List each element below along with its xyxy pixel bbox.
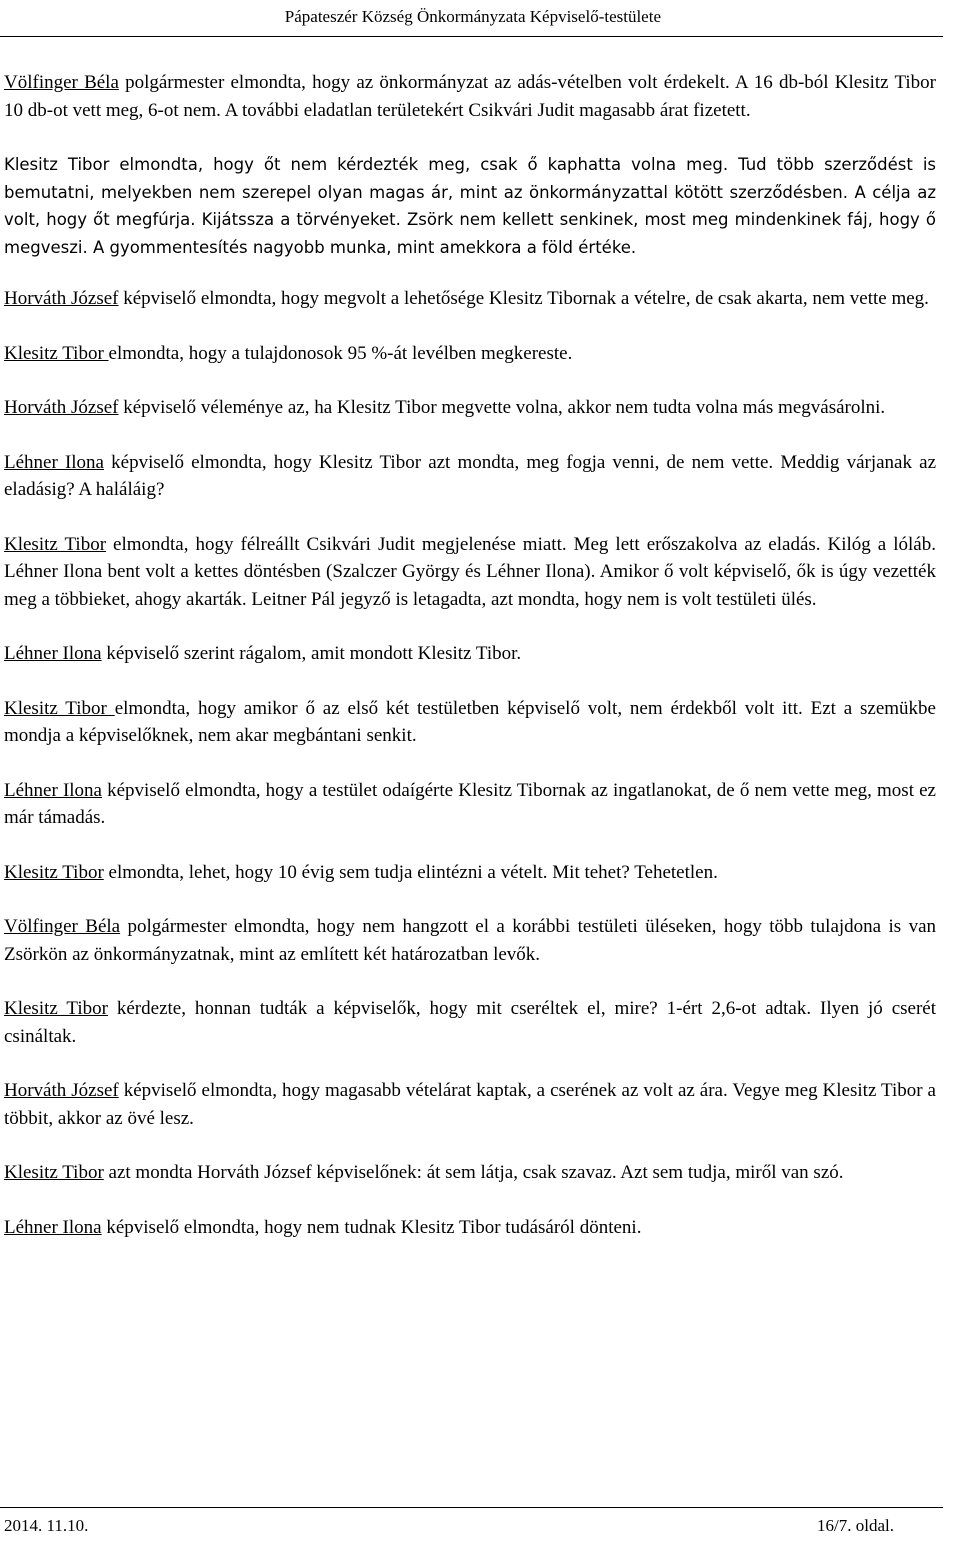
speaker-name: Klesitz Tibor xyxy=(4,1162,104,1183)
paragraph-text: képviselő szerint rágalom, amit mondott Klesitz Tibor. xyxy=(101,643,522,664)
paragraph xyxy=(4,695,936,750)
paragraph-text: polgármester elmondta, hogy nem hangzott el a korábbi testületi üléseken, hogy több tulajdona is van Zsörkön az önkormányzatnak, mint az említett két határozatban levők. xyxy=(4,916,937,965)
speaker-name: Klesitz Tibor xyxy=(4,697,115,719)
paragraph xyxy=(4,449,936,504)
speaker-name: Léhner Ilona xyxy=(4,451,104,473)
paragraph xyxy=(4,1077,936,1132)
paragraph-text: elmondta, hogy a tulajdonosok 95 %-át levélben megkereste. xyxy=(108,342,573,364)
paragraph-text: elmondta, lehet, hogy 10 évig sem tudja elintézni a vételt. Mit tehet? Tehetetlen. xyxy=(103,861,718,883)
speaker-name: Klesitz Tibor xyxy=(4,861,104,883)
speaker-name: Léhner Ilona xyxy=(4,1216,102,1238)
paragraph-text: elmondta, hogy amikor ő az első két testületben képviselő volt, nem érdekből volt itt. Ezt a szemükbe mondja a képviselőknek, nem akar megbántani senkit. xyxy=(4,697,936,746)
paragraph xyxy=(4,995,936,1050)
header-title: Pápateszér Község Önkormányzata Képviselő-testülete xyxy=(284,7,661,26)
paragraph-text: elmondta, hogy félreállt Csikvári Judit megjelenése miatt. Meg lett erőszakolva az eladás. Kilóg a lóláb. Léhner Ilona bent volt a kettes döntésben (Szalczer György és Léhner Ilona). Amikor ő volt képviselő, ők is úgy vezették meg a többieket, ahogy akarták. Leitner Pál jegyző is letagadta, azt mondta, hogy nem is volt testületi ülés. xyxy=(4,533,936,610)
speaker-name: Klesitz Tibor xyxy=(4,533,107,555)
speaker-name: Horváth József xyxy=(4,1080,119,1101)
paragraph xyxy=(4,151,936,261)
speaker-name: Léhner Ilona xyxy=(4,643,102,664)
speaker-name: Völfinger Béla xyxy=(4,916,121,937)
paragraph-text: képviselő elmondta, hogy nem tudnak Klesitz Tibor tudásáról dönteni. xyxy=(101,1216,642,1238)
speaker-name: Horváth József xyxy=(4,397,119,418)
paragraph xyxy=(4,640,936,668)
speaker-name: Klesitz Tibor xyxy=(4,155,110,174)
paragraph xyxy=(4,913,936,968)
paragraph-text: képviselő elmondta, hogy megvolt a lehetősége Klesitz Tibornak a vételre, de csak akarta, nem vette meg. xyxy=(118,288,929,309)
speaker-name: Horváth József xyxy=(4,288,119,309)
paragraph xyxy=(4,777,936,832)
minutes-body xyxy=(4,69,936,1241)
paragraph-text: polgármester elmondta, hogy az önkormányzat az adás-vételben volt érdekelt. A 16 db-ból Klesitz Tibor 10 db-ot vett meg, 6-ot nem. A további eladatlan területekért Csikvári Judit magasabb árat fizetett. xyxy=(4,72,936,121)
paragraph xyxy=(4,285,936,313)
paragraph-text: azt mondta Horváth József képviselőnek: át sem látja, csak szavaz. Azt sem tudja, miről van szó. xyxy=(103,1162,844,1183)
paragraph xyxy=(4,1214,936,1242)
paragraph-text: képviselő véleménye az, ha Klesitz Tibor megvette volna, akkor nem tudta volna más megvásárolni. xyxy=(118,397,886,418)
paragraph xyxy=(4,859,936,887)
page-footer xyxy=(0,1507,943,1542)
paragraph-text: elmondta, hogy őt nem kérdezték meg, csak ő kaphatta volna meg. Tud több szerződést is bemutatni, melyekben nem szerepel olyan magas ár, mint az önkormányzattal kötött szerződésben. A célja az volt, hogy őt megfúrja. Kijátssza a törvényeket. Zsörk nem kellett senkinek, most meg mindenkinek fáj, hogy ő megveszi. A gyommentesítés nagyobb munka, mint amekkora a föld értéke. xyxy=(4,155,936,257)
paragraph xyxy=(4,69,936,124)
paragraph xyxy=(4,531,936,614)
speaker-name: Klesitz Tibor xyxy=(4,342,109,364)
paragraph-text: képviselő elmondta, hogy a testület odaígérte Klesitz Tibornak az ingatlanokat, de ő nem vette meg, most ez már támadás. xyxy=(4,779,936,828)
speaker-name: Léhner Ilona xyxy=(4,779,102,801)
paragraph xyxy=(4,394,936,422)
paragraph xyxy=(4,340,936,368)
page-number: 16/7. oldal. xyxy=(817,1516,894,1535)
paragraph-text: képviselő elmondta, hogy Klesitz Tibor azt mondta, meg fogja venni, de nem vette. Meddig várjanak az eladásig? A haláláig? xyxy=(4,451,936,500)
page-header xyxy=(0,0,943,37)
paragraph-text: kérdezte, honnan tudták a képviselők, hogy mit cseréltek el, mire? 1-ért 2,6-ot adtak. Ilyen jó cserét csináltak. xyxy=(4,998,936,1047)
paragraph xyxy=(4,1159,936,1187)
speaker-name: Klesitz Tibor xyxy=(4,998,108,1019)
footer-date: 2014. 11.10. xyxy=(4,1516,89,1535)
speaker-name: Völfinger Béla xyxy=(4,72,119,93)
paragraph-text: képviselő elmondta, hogy magasabb vételárat kaptak, a cserének az volt az ára. Vegye meg Klesitz Tibor a többit, akkor az övé lesz. xyxy=(4,1080,936,1129)
